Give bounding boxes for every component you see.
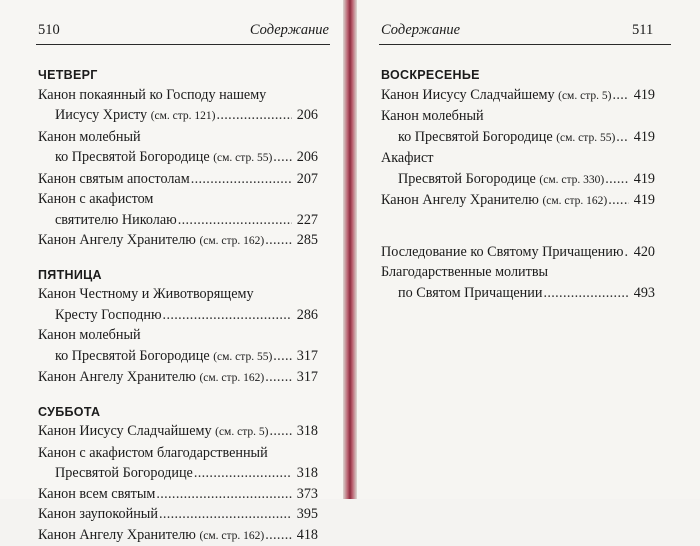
entry-title: ко Пресвятой Богородице	[55, 147, 210, 168]
toc-line	[38, 325, 318, 346]
entry-title: святителю Николаю	[55, 210, 177, 231]
toc-entry	[381, 85, 655, 107]
dot-leader	[156, 484, 292, 505]
dot-leader	[265, 525, 292, 546]
toc-line	[38, 210, 318, 231]
toc-entry	[38, 421, 318, 443]
toc-line	[38, 367, 318, 389]
toc-entry	[381, 106, 655, 148]
entry-title: Иисусу Христу	[55, 105, 147, 126]
toc-entry	[38, 443, 318, 484]
toc-line	[38, 504, 318, 525]
toc-entry	[38, 484, 318, 505]
toc-entry	[38, 325, 318, 367]
toc-line	[38, 346, 318, 368]
page-number: 207	[293, 169, 318, 190]
page-reference: (см. стр. 162)	[199, 368, 264, 389]
toc-line	[38, 189, 318, 210]
page-number: 510	[38, 22, 60, 39]
toc-line	[381, 85, 655, 107]
toc-entry	[381, 148, 655, 190]
right-page	[357, 0, 700, 499]
page-reference: (см. стр. 55)	[213, 347, 272, 368]
toc-line	[38, 284, 318, 305]
section-heading: ПЯТНИЦА	[38, 264, 318, 285]
section-heading: ВОСКРЕСЕНЬЕ	[381, 64, 655, 85]
page-reference: (см. стр. 162)	[542, 191, 607, 212]
section-gap	[381, 212, 655, 242]
page-reference: (см. стр. 55)	[556, 128, 615, 149]
entry-title: Канон Иисусу Сладчайшему	[381, 85, 555, 106]
entry-title: Канон святым апостолам	[38, 169, 190, 190]
page-reference: (см. стр. 5)	[215, 422, 268, 443]
page-number: 419	[630, 169, 655, 190]
toc-line	[381, 242, 655, 263]
header-rule	[379, 44, 671, 45]
running-title: Содержание	[250, 22, 329, 39]
toc-entry	[38, 230, 318, 252]
entry-title: Кресту Господню	[55, 305, 162, 326]
dot-leader	[612, 85, 629, 106]
toc-line	[38, 484, 318, 505]
toc-line	[38, 127, 318, 148]
page-number: 373	[293, 484, 318, 505]
page-number: 317	[293, 346, 318, 367]
entry-title: Пресвятой Богородице	[398, 169, 536, 190]
entry-title: Канон с акафистом	[38, 189, 153, 210]
toc-line	[38, 169, 318, 190]
page-reference: (см. стр. 55)	[213, 148, 272, 169]
entry-title: Канон с акафистом благодарственный	[38, 443, 268, 464]
page-number: 286	[293, 305, 318, 326]
toc-line	[381, 127, 655, 149]
toc-line	[381, 262, 655, 283]
dot-leader	[217, 105, 293, 126]
page-number: 395	[293, 504, 318, 525]
page-number: 419	[630, 190, 655, 211]
page-reference: (см. стр. 330)	[539, 170, 604, 191]
entry-title: Канон Иисусу Сладчайшему	[38, 421, 212, 442]
toc-line	[381, 190, 655, 212]
entry-title: Последование ко Святому Причащению	[381, 242, 623, 263]
page-number: 285	[293, 230, 318, 251]
toc-entry	[38, 525, 318, 546]
entry-title: Канон Ангелу Хранителю	[381, 190, 539, 211]
dot-leader	[543, 283, 629, 304]
page-number: 419	[630, 85, 655, 106]
entry-title: Пресвятой Богородице	[55, 463, 193, 484]
page-reference: (см. стр. 162)	[199, 526, 264, 546]
table-of-contents	[38, 64, 318, 546]
toc-entry	[381, 190, 655, 212]
toc-line	[381, 169, 655, 191]
dot-leader	[624, 242, 629, 263]
entry-title: Канон заупокойный	[38, 504, 158, 525]
toc-entry	[38, 127, 318, 169]
page-reference: (см. стр. 5)	[558, 86, 611, 107]
entry-title: по Святом Причащении	[398, 283, 542, 304]
dot-leader	[265, 230, 292, 251]
toc-entry	[38, 284, 318, 325]
entry-title: Благодарственные молитвы	[381, 262, 548, 283]
toc-line	[38, 305, 318, 326]
toc-line	[38, 105, 318, 127]
entry-title: ко Пресвятой Богородице	[398, 127, 553, 148]
toc-line	[381, 148, 655, 169]
entry-title: Канон Ангелу Хранителю	[38, 367, 196, 388]
toc-line	[381, 283, 655, 304]
entry-title: Канон Ангелу Хранителю	[38, 230, 196, 251]
entry-title: Канон всем святым	[38, 484, 155, 505]
section-gap	[38, 389, 318, 401]
dot-leader	[159, 504, 292, 525]
toc-entry	[381, 262, 655, 303]
page-number: 511	[632, 22, 653, 39]
dot-leader	[608, 190, 629, 211]
running-title: Содержание	[381, 22, 460, 39]
entry-title: Канон Честному и Животворящему	[38, 284, 254, 305]
toc-entry	[38, 189, 318, 230]
page-number: 227	[293, 210, 318, 231]
dot-leader	[191, 169, 292, 190]
page-number: 418	[293, 525, 318, 546]
entry-title: Канон молебный	[38, 127, 141, 148]
entry-title: Канон молебный	[381, 106, 484, 127]
dot-leader	[605, 169, 629, 190]
dot-leader	[163, 305, 292, 326]
entry-title: ко Пресвятой Богородице	[55, 346, 210, 367]
toc-line	[38, 463, 318, 484]
book-spine	[343, 0, 357, 499]
dot-leader	[178, 210, 292, 231]
entry-title: Канон покаянный ко Господу нашему	[38, 85, 266, 106]
page-number: 206	[293, 105, 318, 126]
table-of-contents	[381, 64, 655, 303]
left-page	[0, 0, 343, 499]
section-heading: ЧЕТВЕРГ	[38, 64, 318, 85]
page-number: 420	[630, 242, 655, 263]
toc-line	[38, 230, 318, 252]
toc-entry	[38, 504, 318, 525]
dot-leader	[616, 127, 629, 148]
toc-line	[38, 421, 318, 443]
dot-leader	[194, 463, 292, 484]
dot-leader	[273, 346, 292, 367]
header-rule	[36, 44, 330, 45]
section-heading: СУББОТА	[38, 401, 318, 422]
toc-line	[38, 525, 318, 546]
toc-entry	[38, 169, 318, 190]
section-gap	[38, 252, 318, 264]
toc-line	[381, 106, 655, 127]
toc-line	[38, 147, 318, 169]
dot-leader	[273, 147, 292, 168]
page-number: 206	[293, 147, 318, 168]
dot-leader	[269, 421, 292, 442]
entry-title: Канон молебный	[38, 325, 141, 346]
toc-entry	[38, 85, 318, 127]
dot-leader	[265, 367, 292, 388]
page-number: 318	[293, 421, 318, 442]
toc-line	[38, 85, 318, 106]
page-number: 317	[293, 367, 318, 388]
page-number: 419	[630, 127, 655, 148]
page-number: 493	[630, 283, 655, 304]
toc-entry	[381, 242, 655, 263]
entry-title: Акафист	[381, 148, 434, 169]
page-number: 318	[293, 463, 318, 484]
toc-entry	[38, 367, 318, 389]
entry-title: Канон Ангелу Хранителю	[38, 525, 196, 546]
page-reference: (см. стр. 162)	[199, 231, 264, 252]
page-reference: (см. стр. 121)	[151, 106, 216, 127]
toc-line	[38, 443, 318, 464]
